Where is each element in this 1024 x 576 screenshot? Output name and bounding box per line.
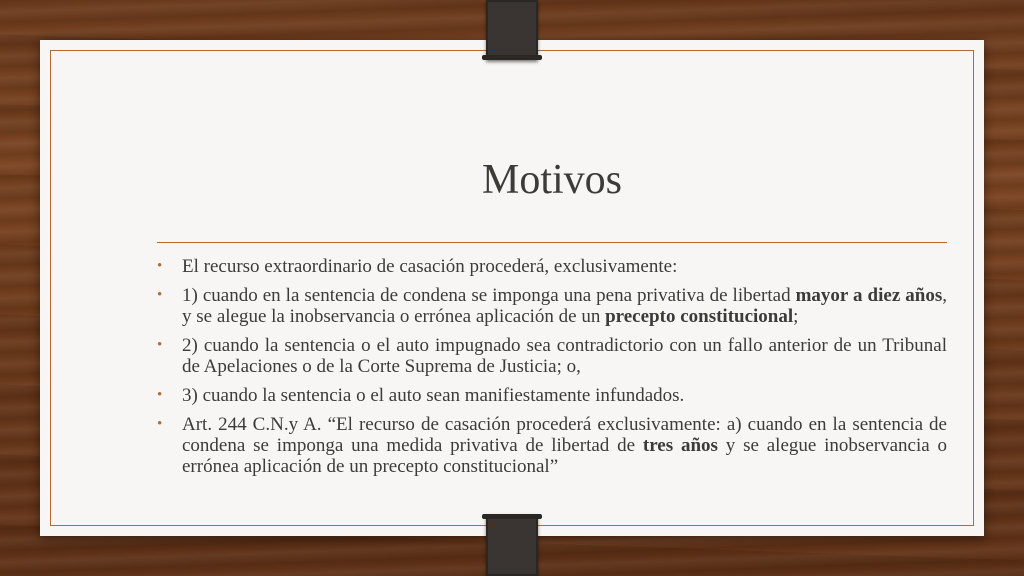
slide-card bbox=[40, 40, 984, 536]
bullet-text: El recurso extraordinario de casación procederá, exclusivamente: bbox=[182, 256, 678, 277]
binder-clip-top-icon bbox=[486, 0, 538, 60]
bullet-icon: • bbox=[157, 258, 163, 274]
bullet-item bbox=[157, 256, 947, 277]
bullet-icon: • bbox=[157, 337, 163, 353]
bullet-item bbox=[157, 385, 947, 406]
bullet-icon: • bbox=[157, 387, 163, 403]
bullet-icon: • bbox=[157, 287, 163, 303]
slide-title: Motivos bbox=[481, 157, 623, 203]
bullet-list bbox=[157, 256, 947, 485]
title-divider bbox=[157, 242, 947, 243]
bullet-text: 1) cuando en la sentencia de condena se imponga una pena privativa de libertad bbox=[182, 285, 796, 306]
bullet-item bbox=[157, 285, 947, 327]
bullet-text: 3) cuando la sentencia o el auto sean manifiestamente infundados. bbox=[182, 385, 685, 406]
bullet-text: Art. 244 C.N.y A. “El recurso de casación procederá exclusivamente: a) cuando en la sentencia de condena se imponga una medida privativa de libertad de bbox=[182, 414, 947, 456]
bullet-item bbox=[157, 335, 947, 377]
bullet-text: ; bbox=[793, 306, 799, 327]
bullet-text: 2) cuando la sentencia o el auto impugnado sea contradictorio con un fallo anterior de un Tribunal de Apelaciones o de la Corte Suprema de Justicia; o, bbox=[182, 335, 947, 377]
bullet-bold-text: precepto constitucional bbox=[605, 306, 794, 327]
binder-clip-bottom-icon bbox=[486, 514, 538, 576]
bullet-text: , y se alegue la inobservancia o errónea aplicación de un bbox=[182, 285, 947, 327]
bullet-bold-text: tres años bbox=[642, 435, 718, 456]
bullet-bold-text: mayor a diez años bbox=[795, 285, 943, 306]
bullet-item bbox=[157, 414, 947, 477]
bullet-icon: • bbox=[157, 416, 163, 432]
bullet-text: y se alegue inobservancia o errónea aplicación de un precepto constitucional” bbox=[182, 435, 947, 477]
